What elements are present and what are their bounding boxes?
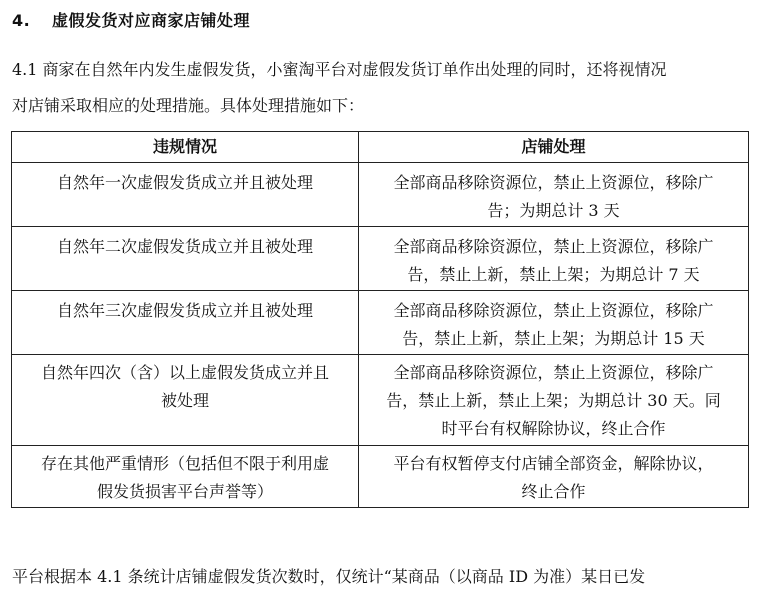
table-row xyxy=(12,355,749,446)
table-header-row xyxy=(12,132,749,163)
penalty-table xyxy=(11,131,749,508)
handling-cell xyxy=(359,291,749,355)
handling-line: 平台有权暂停支付店铺全部资金，解除协议， xyxy=(393,454,714,473)
handling-line: 告，禁止上新，禁止上架；为期总计 30 天。同 xyxy=(386,391,721,410)
header-violation: 违规情况 xyxy=(12,132,359,163)
table-row xyxy=(12,291,749,355)
handling-line: 全部商品移除资源位，禁止上资源位，移除广 xyxy=(393,237,714,256)
handling-line: 告；为期总计 3 天 xyxy=(487,201,620,220)
violation-text: 自然年一次虚假发货成立并且被处理 xyxy=(56,173,313,192)
violation-cell xyxy=(12,163,359,227)
handling-line: 全部商品移除资源位，禁止上资源位，移除广 xyxy=(393,301,714,320)
handling-line: 告，禁止上新，禁止上架；为期总计 7 天 xyxy=(407,265,700,284)
violation-text: 自然年四次（含）以上虚假发货成立并且 xyxy=(40,363,329,382)
violation-text: 存在其他严重情形（包括但不限于利用虚 xyxy=(40,454,329,473)
table-row xyxy=(12,227,749,291)
violation-cell xyxy=(12,227,359,291)
violation-text: 自然年二次虚假发货成立并且被处理 xyxy=(56,237,313,256)
handling-cell xyxy=(359,163,749,227)
handling-line: 全部商品移除资源位，禁止上资源位，移除广 xyxy=(393,173,714,192)
footer-paragraph: 平台根据本 4.1 条统计店铺虚假发货次数时，仅统计“某商品（以商品 ID 为准）某日已发 xyxy=(12,567,646,586)
violation-cell xyxy=(12,355,359,446)
section-number: 4. xyxy=(12,11,31,30)
intro-line-2: 对店铺采取相应的处理措施。具体处理措施如下： xyxy=(12,96,365,115)
handling-cell xyxy=(359,446,749,508)
handling-cell xyxy=(359,227,749,291)
violation-cell xyxy=(12,446,359,508)
intro-line-1: 4.1 商家在自然年内发生虚假发货，小蜜淘平台对虚假发货订单作出处理的同时，还将视情况 xyxy=(12,60,667,79)
intro-paragraph xyxy=(12,52,752,124)
violation-text: 被处理 xyxy=(160,391,209,410)
handling-line: 告，禁止上新，禁止上架；为期总计 15 天 xyxy=(402,329,705,348)
handling-cell xyxy=(359,355,749,446)
violation-cell xyxy=(12,291,359,355)
handling-line: 时平台有权解除协议，终止合作 xyxy=(441,419,666,438)
section-heading xyxy=(12,8,250,31)
section-title: 虚假发货对应商家店铺处理 xyxy=(52,11,251,30)
handling-line: 全部商品移除资源位，禁止上资源位，移除广 xyxy=(393,363,714,382)
header-handling: 店铺处理 xyxy=(359,132,749,163)
handling-line: 终止合作 xyxy=(521,482,586,501)
table-row xyxy=(12,163,749,227)
violation-text: 自然年三次虚假发货成立并且被处理 xyxy=(56,301,313,320)
table-row xyxy=(12,446,749,508)
violation-text: 假发货损害平台声誉等） xyxy=(96,482,273,501)
